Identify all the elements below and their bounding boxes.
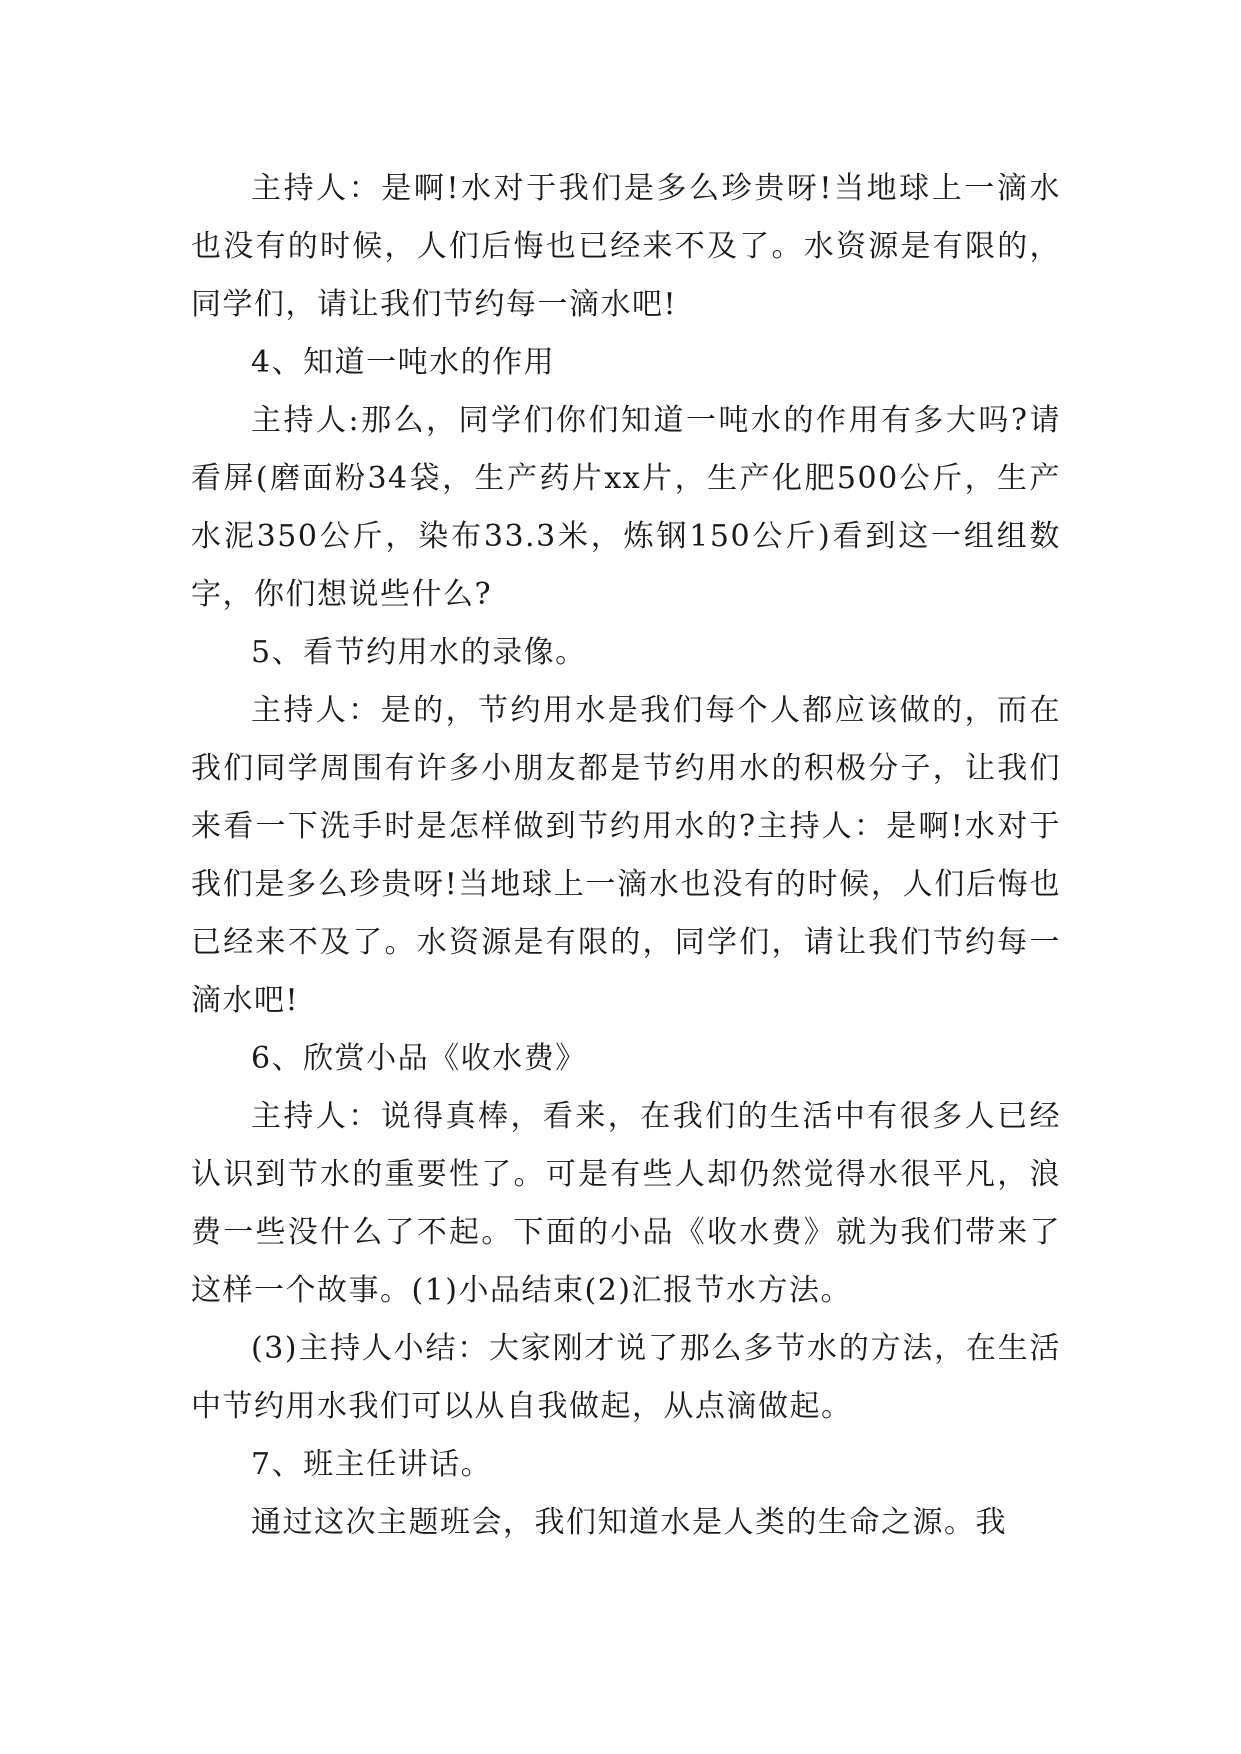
paragraph: 通过这次主题班会，我们知道水是人类的生命之源。我 [251, 1505, 1007, 1540]
section-heading: 4、知道一吨水的作用 [251, 345, 556, 380]
document-body [191, 160, 1061, 1552]
paragraph: 主持人：说得真棒，看来，在我们的生活中有很多人已经认识到节水的重要性了。可是有些人却仍然觉得水很平凡，浪费一些没什么了不起。下面的小品《收水费》就为我们带来了这样一个故事。(1)小品结束(2)汇报节水方法。 [191, 1099, 1061, 1308]
paragraph: 主持人：是的，节约用水是我们每个人都应该做的，而在我们同学周围有许多小朋友都是节约用水的积极分子，让我们来看一下洗手时是怎样做到节约用水的?主持人：是啊!水对于我们是多么珍贵呀!当地球上一滴水也没有的时候，人们后悔也已经来不及了。水资源是有限的，同学们，请让我们节约每一滴水吧! [191, 693, 1061, 1018]
paragraph: 主持人：是啊!水对于我们是多么珍贵呀!当地球上一滴水也没有的时候，人们后悔也已经来不及了。水资源是有限的，同学们，请让我们节约每一滴水吧! [191, 171, 1061, 322]
section-heading: 7、班主任讲话。 [251, 1447, 493, 1482]
section-heading: 5、看节约用水的录像。 [251, 635, 587, 670]
section-heading: 6、欣赏小品《收水费》 [251, 1041, 587, 1076]
paragraph: 主持人:那么，同学们你们知道一吨水的作用有多大吗?请看屏(磨面粉34袋，生产药片xx片，生产化肥500公斤，生产水泥350公斤，染布33.3米，炼钢150公斤)看到这一组组数字，你们想说些什么? [191, 403, 1061, 612]
paragraph: (3)主持人小结：大家刚才说了那么多节水的方法，在生活中节约用水我们可以从自我做起，从点滴做起。 [191, 1331, 1061, 1424]
